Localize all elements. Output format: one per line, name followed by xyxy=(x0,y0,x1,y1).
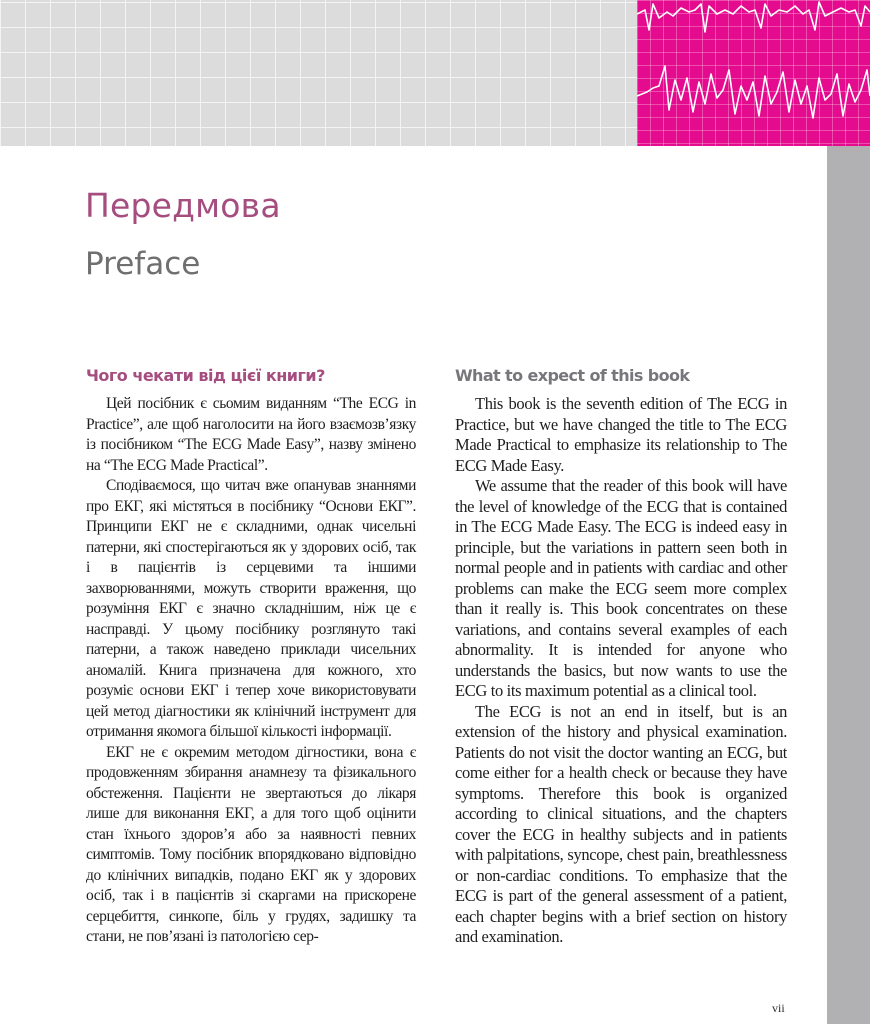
ukrainian-paragraph-2: Сподіваємося, що читач вже опанував знаннями про ЕКГ, які містяться в посібнику “Основи ЕКГ”. Принципи ЕКГ не є складними, однак чисельні патерни, які спостерігаються як у здорових осіб, так і в пацієнтів із серцевими та іншими захворюваннями, можуть створити враження, що розуміння ЕКГ є значно складнішим, ніж це є насправді. У цьому посібнику розглянуто такі патерни, а також наведено приклади чисельних аномалій. Книга призначена для кожного, хто розуміє основи ЕКГ і тепер хоче використовувати цей метод діагностики як клінічний інструмент для отримання якомога більшої кількості інформації. xyxy=(86,477,416,740)
ukrainian-paragraph-3: ЕКГ не є окремим методом дігностики, вона є продовженням збирання анамнезу та фізикального обстеження. Пацієнти не звертаються до лікаря лише для виконання ЕКГ, а для того щоб оцінити стан їхнього здоров’я або за наявності певних симптомів. Тому посібник впорядковано відповідно до клінічних випадків, подано ЕКГ як у здорових осіб, так і в пацієнтів зі скаргами на прискорене серцебиття, синкопе, біль у грудях, задишку та стани, не пов’язані із патологією сер- xyxy=(86,743,416,945)
ecg-trace-banner xyxy=(637,0,870,146)
ecg-grid-header xyxy=(0,0,637,146)
side-tab-bar xyxy=(827,146,870,1024)
page-title-english: Preface xyxy=(85,246,201,282)
english-text-column xyxy=(455,364,787,948)
english-paragraph-2: We assume that the reader of this book will have the level of knowledge of the ECG that is contained in The ECG Made Easy. The ECG is indeed easy in principle, but the variations in pattern seen both in normal people and in patients with cardiac and other problems can make the ECG seem more complex than it really is. This book concentrates on these variations, and contains several examples of each abnormality. It is intended for anyone who understands the basics, but now wants to use the ECG to its maximum potential as a clinical tool. xyxy=(455,476,787,700)
ukrainian-section-heading: Чого чекати від цієї книги? xyxy=(86,366,325,385)
english-paragraph-1: This book is the seventh edition of The ECG in Practice, but we have changed the title to The ECG Made Practical to emphasize its relationship to The ECG Made Easy. xyxy=(455,394,787,475)
page-title-ukrainian: Передмова xyxy=(85,186,281,225)
ecg-trace-icon xyxy=(637,0,870,146)
page-number: vii xyxy=(772,1001,785,1015)
ukrainian-text-column xyxy=(86,364,416,948)
ukrainian-paragraph-1: Цей посібник є сьомим виданням “The ECG in Practice”, але щоб наголосити на його взаємозв’язку із посібником “The ECG Made Easy”, назву змінено на “The ECG Made Practical”. xyxy=(86,395,416,474)
english-section-heading: What to expect of this book xyxy=(455,366,690,385)
english-paragraph-3: The ECG is not an end in itself, but is an extension of the history and physical examination. Patients do not visit the doctor wanting an ECG, but come either for a health check or because they have symptoms. Therefore this book is organized according to clinical situations, and the chapters cover the ECG in healthy subjects and in patients with palpitations, syncope, chest pain, breathlessness or non-cardiac conditions. To emphasize that the ECG is part of the general assessment of a patient, each chapter begins with a brief section on history and examination. xyxy=(455,701,787,946)
